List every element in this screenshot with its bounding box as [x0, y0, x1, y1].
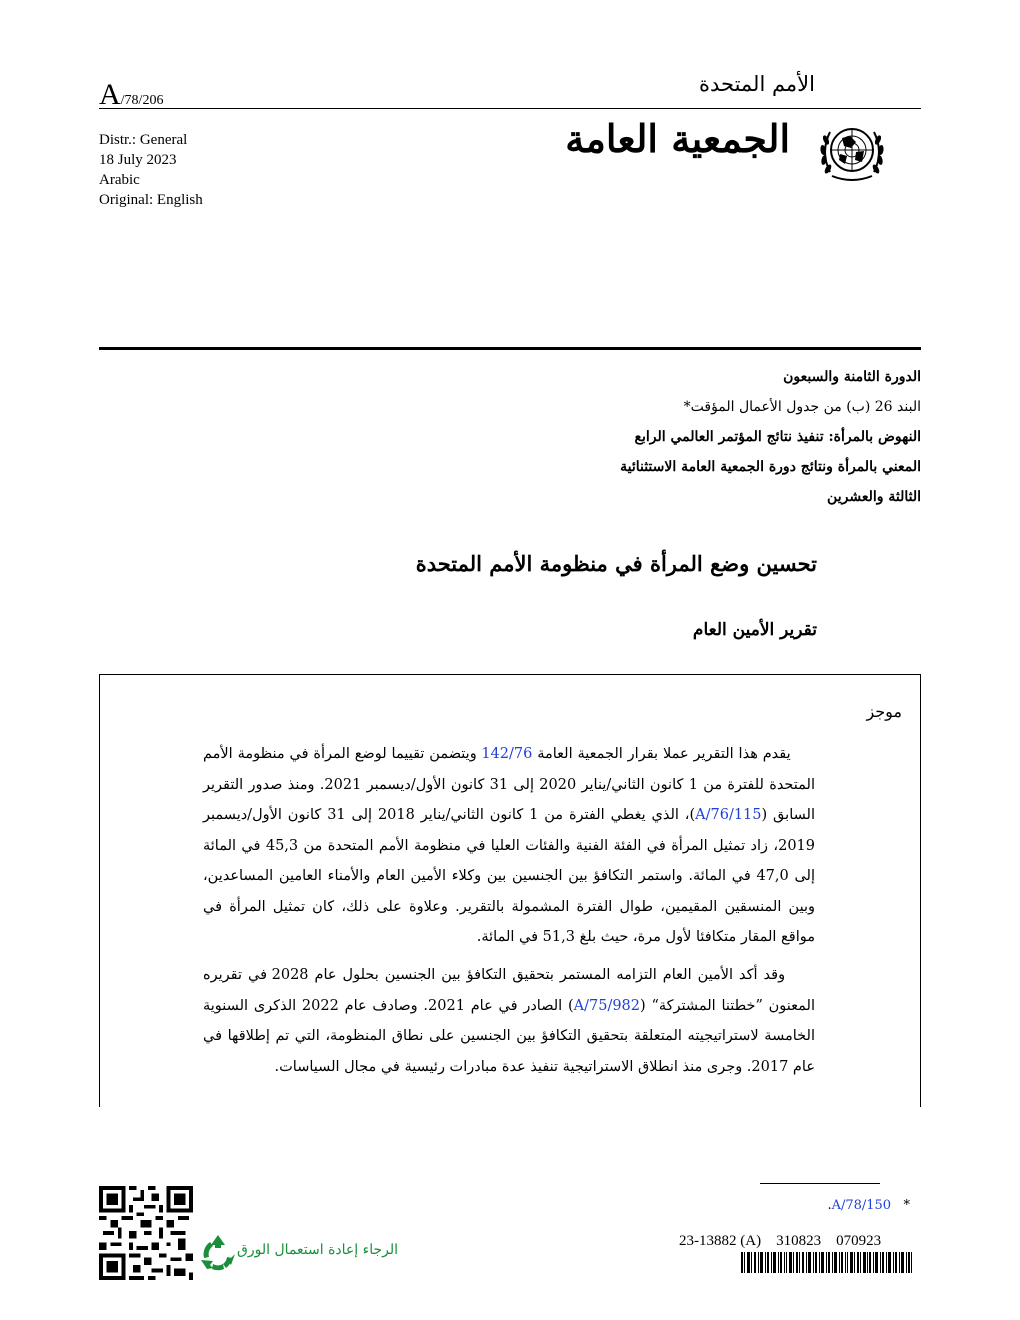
resolution-link[interactable]: 142/76 [481, 746, 533, 762]
common-agenda-link[interactable]: A/75/982 [573, 997, 641, 1014]
footnote-rule [760, 1183, 880, 1184]
footnote-ref-link[interactable]: A/78/150 [831, 1198, 892, 1213]
barcode-icon [741, 1252, 912, 1273]
p1-text-c: )، الذي يغطي الفترة من 1 كانون الثاني/يناير 2018 إلى 31 كانون الأول/ديسمبر 2019، زاد تمثيل المرأة في الفئة الفنية والفئات العليا في منظومة الأمم المتحدة من 45,3 في المائة إلى 47,0 في المائة. واستمر التكافؤ بين الجنسين بين وكلاء الأمين العام والأمناء العامين المساعدين، وبين المنسقين المقيمين، طوال الفترة المشمولة بالتقرير. وعلاوة على ذلك، كان تمثيل المرأة في مواقع المقار متكافئا لأول مرة، حيث بلغ 51,3 في المائة. [203, 807, 816, 945]
footnote [827, 1198, 910, 1213]
recycle-text: الرجاء إعادة استعمال الورق [237, 1242, 398, 1258]
document-number: 23-13882 (A) 310823 070923 [679, 1233, 882, 1249]
session: الدورة الثامنة والسبعون [783, 369, 921, 385]
summary-paragraph-2 [203, 960, 815, 1082]
p1-text-b: ويتضمن تقييما لوضع المرأة في منظومة الأمم المتحدة للفترة من 1 كانون الثاني/يناير 2020 إلى 31 كانون الأول/ديسمبر 2021. ومنذ صدور التقرير السابق ( [203, 746, 815, 823]
agenda-topic-line3: الثالثة والعشرين [827, 489, 921, 505]
report-title: تحسين وضع المرأة في منظومة الأمم المتحدة [415, 551, 817, 576]
p2-text-a: وقد أكد الأمين العام التزامه المستمر بتحقيق التكافؤ بين الجنسين بحلول عام 2028 في تقريره المعنون ”خطتنا المشتركة“ ( [203, 967, 815, 1014]
header-rule [99, 108, 921, 109]
issue-date: 18 July 2023 [99, 152, 177, 168]
p2-text-b: ) الصادر في عام 2021. وصادف عام 2022 الذكرى السنوية الخامسة لاستراتيجيته المتعلقة بتحقيق التكافؤ بين الجنسين على نطاق المنظومة، التي تم إطلاقها في عام 2017. وجرى منذ انطلاق الاستراتيجية تنفيذ عدة مبادرات رئيسية في مجال السياسات. [203, 997, 815, 1075]
agenda-item: البند 26 (ب) من جدول الأعمال المؤقت* [683, 399, 921, 415]
recycle-icon [198, 1232, 238, 1272]
document-symbol [99, 78, 163, 112]
agenda-topic-line2: المعني بالمرأة ونتائج دورة الجمعية العامة الاستثنائية [620, 459, 921, 475]
org-name: الأمم المتحدة [698, 72, 815, 96]
original-language: Original: English [99, 192, 203, 208]
p1-text-a: يقدم هذا التقرير عملا بقرار الجمعية العامة [532, 746, 791, 762]
agenda-topic-line1: النهوض بالمرأة: تنفيذ نتائج المؤتمر العالمي الرابع [634, 429, 921, 445]
un-emblem-icon [818, 118, 886, 186]
symbol-prefix: A [99, 78, 121, 111]
language: Arabic [99, 172, 140, 188]
agenda-block [421, 362, 921, 512]
distribution-block [99, 130, 203, 210]
summary-paragraph-1 [203, 739, 815, 953]
header-thick-rule [99, 347, 921, 350]
general-assembly-title: الجمعية العامة [565, 116, 790, 161]
distribution: Distr.: General [99, 132, 188, 148]
footnote-end: . [827, 1198, 832, 1213]
symbol-rest: /78/206 [120, 93, 164, 108]
footnote-marker: * [903, 1198, 910, 1213]
summary-heading: موجز [866, 702, 902, 721]
report-author: تقرير الأمين العام [692, 620, 817, 640]
previous-report-link[interactable]: A/76/115 [695, 807, 762, 823]
qr-code-icon [99, 1186, 193, 1280]
